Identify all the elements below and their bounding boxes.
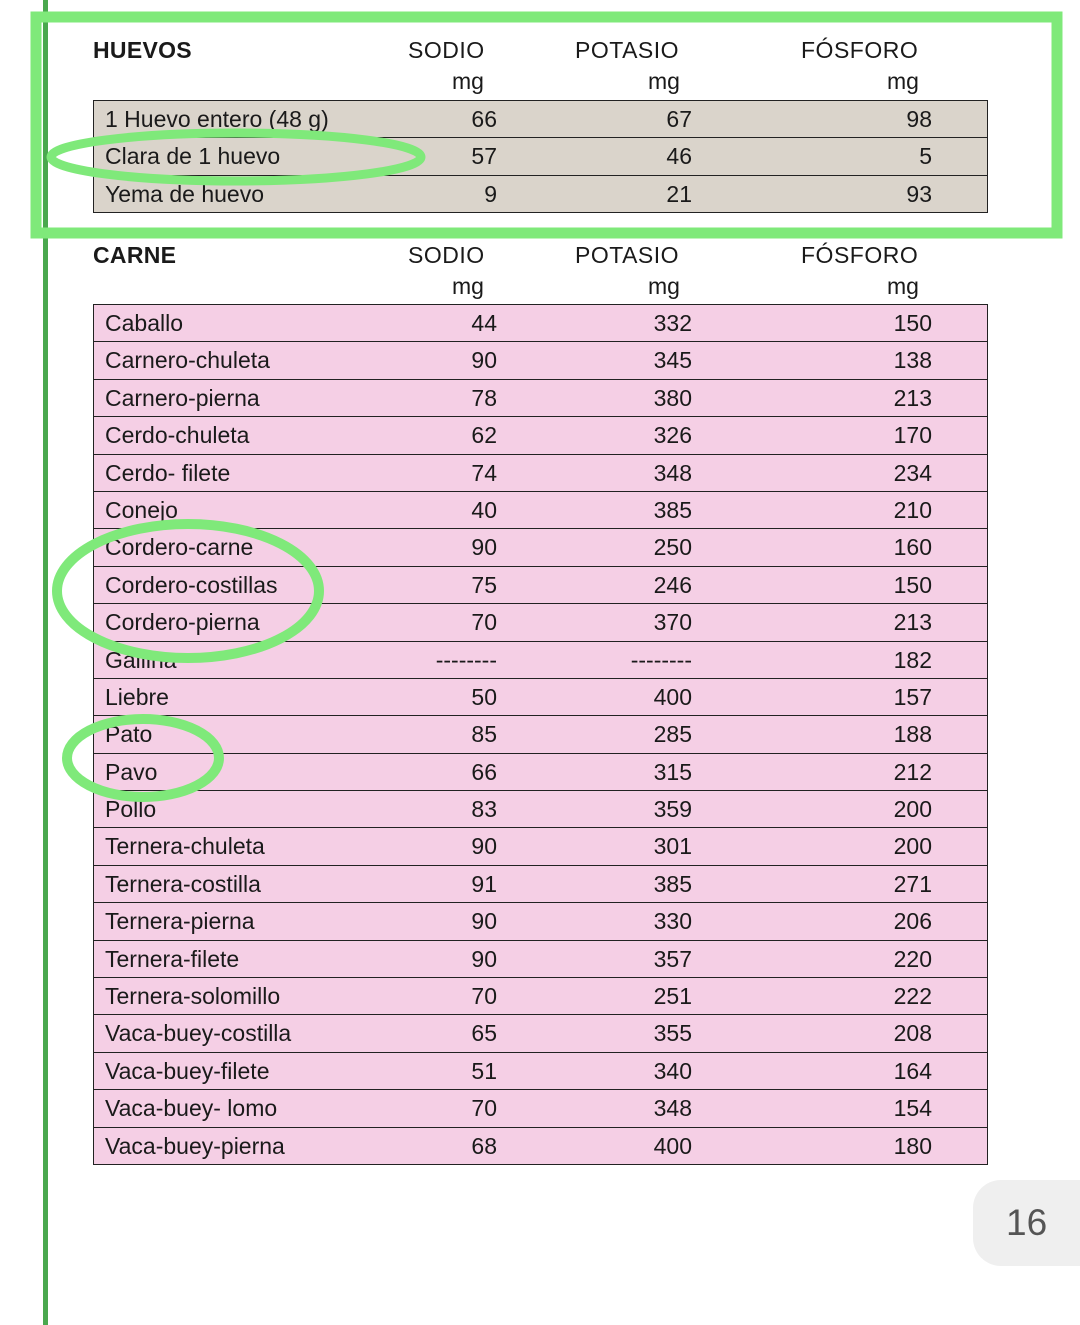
cell-sodio: 40: [471, 496, 497, 523]
cell-fosforo: 170: [893, 422, 932, 449]
table-row: [94, 1090, 987, 1127]
cell-sodio: 91: [471, 870, 497, 897]
cell-potasio: 21: [666, 180, 692, 207]
col-sodio: SODIO: [408, 37, 485, 63]
huevos-title: HUEVOS: [93, 37, 192, 63]
cell-potasio: 345: [653, 347, 692, 374]
carne-header: [93, 242, 988, 299]
carne-table: [93, 304, 988, 1165]
table-row: [94, 305, 987, 342]
cell-sodio: --------: [435, 646, 497, 673]
cell-fosforo: 222: [893, 983, 932, 1010]
cell-name: Vaca-buey-costilla: [105, 1020, 292, 1047]
table-row: [94, 380, 987, 417]
cell-fosforo: 206: [893, 908, 932, 935]
cell-potasio: 348: [653, 459, 692, 486]
table-row: [94, 903, 987, 940]
cell-sodio: 50: [471, 683, 497, 710]
side-margin-line: [43, 0, 48, 1325]
cell-name: Cordero-costillas: [105, 571, 278, 598]
table-row: [94, 567, 987, 604]
cell-sodio: 85: [471, 721, 497, 748]
cell-potasio: 357: [653, 945, 692, 972]
cell-potasio: 400: [653, 683, 692, 710]
cell-potasio: 285: [653, 721, 692, 748]
unit-sodio: mg: [452, 68, 484, 94]
cell-fosforo: 160: [893, 534, 932, 561]
cell-name: Cerdo- filete: [105, 459, 231, 486]
cell-potasio: 370: [653, 609, 692, 636]
cell-sodio: 9: [484, 180, 497, 207]
cell-sodio: 90: [471, 833, 497, 860]
table-row: [94, 642, 987, 679]
cell-name: Gallina: [105, 646, 177, 673]
cell-fosforo: 213: [893, 384, 932, 411]
cell-fosforo: 180: [893, 1132, 932, 1159]
cell-fosforo: 98: [906, 106, 932, 132]
cell-fosforo: 5: [919, 143, 932, 170]
section-carne: [93, 242, 988, 1165]
cell-name: Ternera-chuleta: [105, 833, 265, 860]
carne-title: CARNE: [93, 242, 177, 268]
cell-sodio: 90: [471, 945, 497, 972]
cell-fosforo: 213: [893, 609, 932, 636]
cell-sodio: 90: [471, 908, 497, 935]
cell-name: Ternera-pierna: [105, 908, 255, 935]
cell-name: Liebre: [105, 683, 169, 710]
cell-potasio: 326: [653, 422, 692, 449]
cell-potasio: 46: [666, 143, 692, 170]
cell-potasio: 359: [653, 796, 692, 823]
cell-name: Vaca-buey-pierna: [105, 1132, 285, 1159]
cell-potasio: 301: [653, 833, 692, 860]
cell-name: Clara de 1 huevo: [105, 143, 281, 170]
cell-sodio: 65: [471, 1020, 497, 1047]
cell-fosforo: 164: [893, 1057, 932, 1084]
cell-sodio: 44: [471, 310, 497, 336]
cell-name: Ternera-solomillo: [105, 983, 281, 1010]
cell-name: Vaca-buey-filete: [105, 1057, 270, 1084]
section-huevos: [93, 37, 988, 213]
unit-sodio: mg: [452, 273, 484, 299]
cell-name: Cordero-carne: [105, 534, 254, 561]
cell-fosforo: 150: [893, 310, 932, 336]
col-fosforo: FÓSFORO: [801, 242, 919, 268]
huevos-table: [93, 100, 988, 213]
cell-name: Pato: [105, 721, 153, 748]
cell-fosforo: 220: [893, 945, 932, 972]
table-row: [94, 604, 987, 641]
cell-potasio: 332: [653, 310, 692, 336]
cell-name: Ternera-filete: [105, 945, 240, 972]
col-fosforo: FÓSFORO: [801, 37, 919, 63]
cell-sodio: 70: [471, 983, 497, 1010]
cell-sodio: 78: [471, 384, 497, 411]
cell-name: Carnero-pierna: [105, 384, 260, 411]
cell-potasio: 340: [653, 1057, 692, 1084]
cell-sodio: 90: [471, 534, 497, 561]
cell-name: Caballo: [105, 310, 183, 336]
cell-potasio: 385: [653, 496, 692, 523]
cell-name: Conejo: [105, 496, 178, 523]
unit-fosforo: mg: [887, 68, 919, 94]
cell-sodio: 90: [471, 347, 497, 374]
col-potasio: POTASIO: [575, 37, 680, 63]
cell-potasio: 251: [653, 983, 692, 1010]
cell-sodio: 66: [471, 758, 497, 785]
table-row: [94, 679, 987, 716]
cell-potasio: 400: [653, 1132, 692, 1159]
table-row: [94, 941, 987, 978]
table-row: [94, 1128, 987, 1165]
cell-fosforo: 271: [893, 870, 932, 897]
cell-sodio: 74: [471, 459, 497, 486]
page-number: 16: [973, 1180, 1080, 1266]
cell-sodio: 70: [471, 1095, 497, 1122]
cell-fosforo: 150: [893, 571, 932, 598]
cell-fosforo: 154: [893, 1095, 932, 1122]
unit-potasio: mg: [648, 68, 680, 94]
cell-potasio: 67: [666, 106, 692, 132]
table-row: [94, 492, 987, 529]
cell-potasio: 250: [653, 534, 692, 561]
cell-fosforo: 188: [893, 721, 932, 748]
cell-fosforo: 138: [893, 347, 932, 374]
cell-potasio: 246: [653, 571, 692, 598]
table-row: [94, 754, 987, 791]
cell-fosforo: 157: [893, 683, 932, 710]
table-row: [94, 1053, 987, 1090]
table-row: [94, 716, 987, 753]
cell-potasio: --------: [630, 646, 692, 673]
table-row: [94, 828, 987, 865]
cell-potasio: 355: [653, 1020, 692, 1047]
cell-name: Cordero-pierna: [105, 609, 260, 636]
cell-fosforo: 200: [893, 833, 932, 860]
cell-sodio: 70: [471, 609, 497, 636]
cell-fosforo: 93: [906, 180, 932, 207]
cell-fosforo: 210: [893, 496, 932, 523]
table-row: [94, 866, 987, 903]
cell-potasio: 348: [653, 1095, 692, 1122]
table-row: [94, 176, 987, 213]
unit-potasio: mg: [648, 273, 680, 299]
cell-fosforo: 200: [893, 796, 932, 823]
cell-fosforo: 182: [893, 646, 932, 673]
cell-name: Carnero-chuleta: [105, 347, 270, 374]
col-sodio: SODIO: [408, 242, 485, 268]
cell-name: Pollo: [105, 796, 157, 823]
col-potasio: POTASIO: [575, 242, 680, 268]
cell-name: Yema de huevo: [105, 180, 265, 207]
cell-potasio: 315: [653, 758, 692, 785]
table-row: [94, 342, 987, 379]
cell-sodio: 66: [471, 106, 497, 132]
table-row: [94, 978, 987, 1015]
table-row: [94, 417, 987, 454]
cell-sodio: 51: [471, 1057, 497, 1084]
cell-sodio: 83: [471, 796, 497, 823]
huevos-header: [93, 37, 988, 94]
cell-name: Cerdo-chuleta: [105, 422, 250, 449]
cell-fosforo: 234: [893, 459, 932, 486]
cell-sodio: 57: [471, 143, 497, 170]
table-row: [94, 101, 987, 138]
cell-name: Ternera-costilla: [105, 870, 261, 897]
cell-potasio: 385: [653, 870, 692, 897]
table-row: [94, 791, 987, 828]
cell-name: 1 Huevo entero (48 g): [105, 106, 329, 132]
cell-sodio: 62: [471, 422, 497, 449]
table-row: [94, 455, 987, 492]
unit-fosforo: mg: [887, 273, 919, 299]
cell-sodio: 68: [471, 1132, 497, 1159]
table-row: [94, 1015, 987, 1052]
table-row: [94, 529, 987, 566]
cell-name: Pavo: [105, 758, 158, 785]
table-row: [94, 138, 987, 175]
cell-name: Vaca-buey- lomo: [105, 1095, 278, 1122]
cell-potasio: 380: [653, 384, 692, 411]
cell-potasio: 330: [653, 908, 692, 935]
cell-sodio: 75: [471, 571, 497, 598]
cell-fosforo: 212: [893, 758, 932, 785]
cell-fosforo: 208: [893, 1020, 932, 1047]
